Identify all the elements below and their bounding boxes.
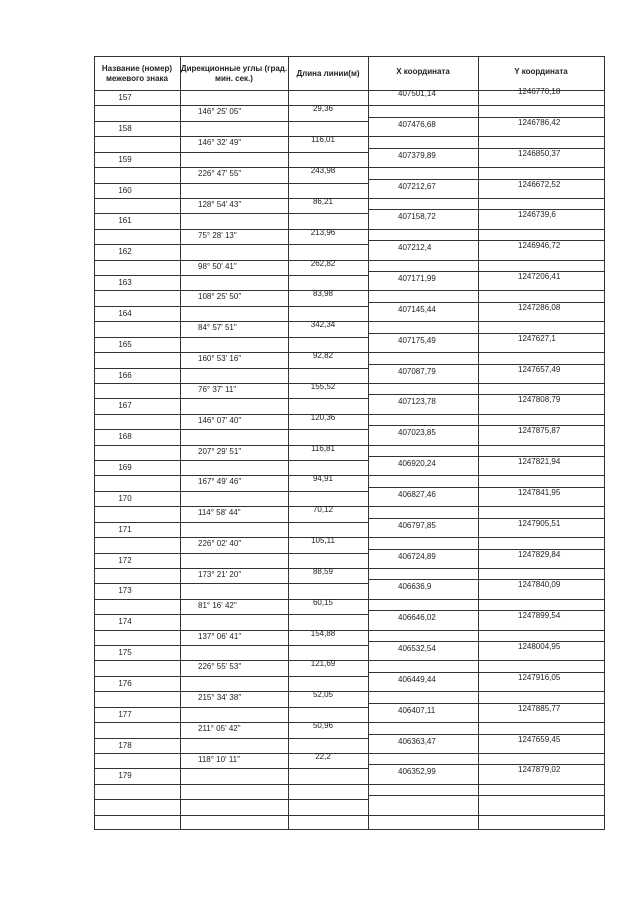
table-row-border [94,167,604,168]
direction-angle: 81° 16' 42" [198,601,237,610]
table-row-border [94,676,368,677]
x-coordinate: 407171,99 [398,274,436,283]
point-name: 177 [118,710,132,719]
coordinates-table [94,56,604,830]
line-length: 262,82 [310,259,336,268]
table-row-border [368,795,604,796]
x-coordinate: 406920,24 [398,459,436,468]
point-name: 168 [118,432,132,441]
y-coordinate: 1246850,37 [518,149,561,158]
table-row-border [94,630,604,631]
y-coordinate: 1246946,72 [518,241,561,250]
x-coordinate: 406724,89 [398,552,436,561]
x-coordinate: 407175,49 [398,336,436,345]
table-row-border [94,105,604,106]
table-row-border [94,321,604,322]
direction-angle: 137° 06' 41" [198,632,242,641]
point-name: 160 [118,186,132,195]
table-row-border [94,337,368,338]
point-name: 178 [118,741,132,750]
x-coordinate: 406352,99 [398,767,436,776]
line-length: 88,59 [312,567,334,576]
table-row-border [94,260,604,261]
direction-angle: 167° 49' 46" [198,477,242,486]
table-row-border [94,707,368,708]
y-coordinate: 1247659,45 [518,735,561,744]
y-coordinate: 1247829,84 [518,550,561,559]
line-length: 29,36 [312,104,334,113]
direction-angle: 160° 53' 16" [198,354,242,363]
header-x: X координата [396,67,450,76]
point-name: 157 [118,93,132,102]
line-length: 116,81 [311,444,335,453]
y-coordinate: 1247875,87 [518,426,561,435]
table-row-border [94,244,368,245]
table-row-border [94,491,368,492]
x-coordinate: 407501,14 [398,89,436,98]
table-row-border [94,213,368,214]
y-coordinate: 1247808,79 [518,395,561,404]
table-row-border [94,152,368,153]
table-row-border [94,183,368,184]
direction-angle: 211° 05' 42" [198,724,241,733]
direction-angle: 98° 50' 41" [198,262,237,271]
point-name: 158 [118,124,132,133]
table-row-border [94,475,604,476]
table-row-border [94,645,368,646]
line-length: 50,96 [312,721,334,730]
table-row-border [94,290,604,291]
point-name: 163 [118,278,132,287]
direction-angle: 108° 25' 50" [198,292,242,301]
point-name: 164 [118,309,132,318]
header-angle: Дирекционные углы (град. мин. сек.) [180,64,288,83]
direction-angle: 128° 54' 43" [198,200,242,209]
direction-angle: 215° 34' 38" [198,693,242,702]
point-name: 175 [118,648,132,657]
x-coordinate: 407087,79 [398,367,436,376]
point-name: 159 [118,155,132,164]
point-name: 174 [118,617,132,626]
line-length: 121,69 [310,659,336,668]
table-row-border [94,660,604,661]
table-row-border [94,56,604,57]
direction-angle: 114° 58' 44" [198,508,241,517]
table-row-border [94,599,604,600]
y-coordinate: 1247899,54 [518,611,561,620]
header-length: Длина линии(м) [296,69,360,78]
x-coordinate: 407212,4 [398,243,432,252]
x-coordinate: 407476,68 [398,120,436,129]
table-column-border [180,56,181,830]
table-row-border [94,691,604,692]
point-name: 161 [118,216,132,225]
line-length: 155,52 [310,382,336,391]
line-length: 52,05 [312,690,334,699]
table-row-border [94,198,604,199]
point-name: 166 [118,371,132,380]
x-coordinate: 406363,47 [398,737,436,746]
y-coordinate: 1246770,18 [518,87,561,96]
direction-angle: 226° 02' 40" [198,539,242,548]
direction-angle: 226° 47' 55" [198,169,242,178]
table-column-border [478,56,479,830]
line-length: 70,12 [312,505,334,514]
direction-angle: 146° 32' 49" [198,138,242,147]
table-row-border [94,121,368,122]
y-coordinate: 1247286,08 [518,303,561,312]
y-coordinate: 1247916,05 [518,673,561,682]
table-column-border [94,56,95,830]
x-coordinate: 406797,85 [398,521,436,530]
y-coordinate: 1247627,1 [518,334,556,343]
x-coordinate: 406827,46 [398,490,436,499]
line-length: 120,36 [310,413,336,422]
line-length: 154,88 [310,629,336,638]
y-coordinate: 1247885,77 [518,704,561,713]
direction-angle: 146° 07' 40" [198,416,242,425]
line-length: 243,98 [310,166,336,175]
point-name: 172 [118,556,132,565]
direction-angle: 226° 55' 53" [198,662,242,671]
line-length: 213,96 [310,228,336,237]
table-row-border [94,738,368,739]
y-coordinate: 1247879,02 [518,765,561,774]
x-coordinate: 407379,89 [398,151,436,160]
direction-angle: 173° 21' 20" [198,570,242,579]
table-row-border [94,753,604,754]
table-row-border [94,445,604,446]
x-coordinate: 407212,67 [398,182,436,191]
table-row-border [94,368,368,369]
y-coordinate: 1247841,95 [518,488,561,497]
line-length: 94,91 [312,474,334,483]
line-length: 86,21 [312,197,334,206]
line-length: 60,15 [312,598,334,607]
table-row-border [94,568,604,569]
table-row-border [94,537,604,538]
table-row-border [94,784,604,785]
line-length: 92,82 [312,351,334,360]
x-coordinate: 406449,44 [398,675,436,684]
table-row-border [94,553,368,554]
table-row-border [94,136,604,137]
direction-angle: 76° 37' 11" [198,385,237,394]
y-coordinate: 1248004,95 [518,642,561,651]
point-name: 167 [118,401,132,410]
x-coordinate: 406636,9 [398,582,432,591]
table-row-border [94,398,368,399]
y-coordinate: 1247840,09 [518,580,561,589]
table-row-border [94,429,368,430]
x-coordinate: 407023,85 [398,428,436,437]
point-name: 162 [118,247,132,256]
point-name: 165 [118,340,132,349]
line-length: 83,98 [312,289,334,298]
x-coordinate: 407145,44 [398,305,436,314]
direction-angle: 75° 28' 13" [198,231,237,240]
line-length: 22,2 [315,752,331,761]
table-row-border [94,414,604,415]
line-length: 116,01 [311,135,335,144]
point-name: 169 [118,463,132,472]
table-row-border [94,768,368,769]
table-row-border [94,829,604,830]
line-length: 105,11 [311,536,335,545]
table-column-border [288,56,289,830]
y-coordinate: 1247657,49 [518,365,561,374]
direction-angle: 84° 57' 51" [198,323,237,332]
y-coordinate: 1247905,51 [518,519,561,528]
y-coordinate: 1247206,41 [518,272,561,281]
y-coordinate: 1246672,52 [518,180,561,189]
table-row-border [94,229,604,230]
x-coordinate: 407158,72 [398,212,436,221]
x-coordinate: 406407,11 [398,706,436,715]
table-row-border [94,522,368,523]
header-y: Y координата [514,67,568,76]
table-row-border [94,383,604,384]
table-row-border [94,583,368,584]
point-name: 170 [118,494,132,503]
direction-angle: 118° 10' 11" [198,755,240,764]
header-name: Название (номер) межевого знака [101,64,173,83]
table-row-border [94,815,604,816]
point-name: 173 [118,586,132,595]
table-row-border [94,506,604,507]
x-coordinate: 406532,54 [398,644,436,653]
table-column-border [368,56,369,830]
x-coordinate: 407123,78 [398,397,436,406]
direction-angle: 207° 29' 51" [198,447,242,456]
table-row-border [94,722,604,723]
x-coordinate: 406646,02 [398,613,436,622]
table-row-border [94,799,368,800]
point-name: 171 [118,525,132,534]
line-length: 342,34 [310,320,336,329]
table-row-border [94,614,368,615]
y-coordinate: 1246786,42 [518,118,561,127]
table-row-border [94,306,368,307]
table-row-border [94,460,368,461]
point-name: 176 [118,679,132,688]
direction-angle: 146° 25' 05" [198,107,242,116]
point-name: 179 [118,771,132,780]
table-row-border [94,275,368,276]
y-coordinate: 1247821,94 [518,457,561,466]
y-coordinate: 1246739,6 [518,210,556,219]
table-column-border [604,56,605,830]
table-row-border [94,352,604,353]
